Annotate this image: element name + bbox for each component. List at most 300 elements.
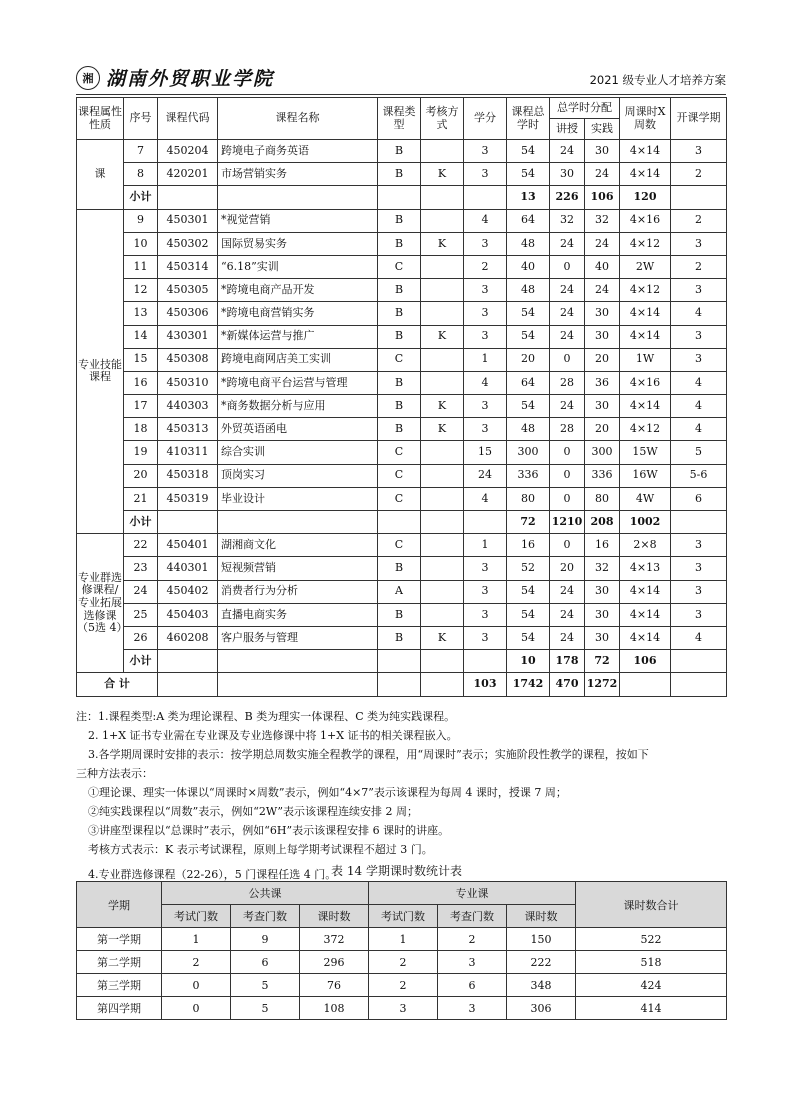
credits: 3 bbox=[464, 395, 507, 418]
empty-cell bbox=[620, 673, 671, 696]
practice-hours: 32 bbox=[585, 209, 620, 232]
header-course-type: 课程类型 bbox=[378, 98, 421, 140]
total-lecture: 470 bbox=[550, 673, 585, 696]
assessment bbox=[421, 302, 464, 325]
semester: 3 bbox=[671, 348, 727, 371]
seq: 15 bbox=[124, 348, 158, 371]
practice-hours: 30 bbox=[585, 302, 620, 325]
course-name: *跨境电商平台运营与管理 bbox=[218, 371, 378, 394]
empty-cell bbox=[378, 511, 421, 534]
practice-hours: 30 bbox=[585, 325, 620, 348]
credits: 3 bbox=[464, 232, 507, 255]
major-check-count: 2 bbox=[438, 928, 507, 951]
course-code: 420201 bbox=[158, 163, 218, 186]
weekly-hours: 4×14 bbox=[620, 140, 671, 163]
total-hours: 20 bbox=[507, 348, 550, 371]
course-code: 450319 bbox=[158, 487, 218, 510]
assessment: K bbox=[421, 626, 464, 649]
empty-cell bbox=[421, 511, 464, 534]
empty-cell bbox=[158, 511, 218, 534]
assessment: K bbox=[421, 232, 464, 255]
document-title: 2021 级专业人才培养方案 bbox=[589, 73, 726, 87]
course-type: C bbox=[378, 464, 421, 487]
practice-hours: 32 bbox=[585, 557, 620, 580]
semester: 3 bbox=[671, 279, 727, 302]
major-hours: 222 bbox=[507, 951, 576, 974]
course-name: *跨境电商营销实务 bbox=[218, 302, 378, 325]
header-weekly-hours: 周课时X 周数 bbox=[620, 98, 671, 140]
seq: 26 bbox=[124, 626, 158, 649]
assessment: K bbox=[421, 418, 464, 441]
table-row bbox=[77, 580, 727, 603]
course-name: 毕业设计 bbox=[218, 487, 378, 510]
major-check-count: 6 bbox=[438, 974, 507, 997]
assessment bbox=[421, 279, 464, 302]
practice-hours: 80 bbox=[585, 487, 620, 510]
public-check-count: 6 bbox=[231, 951, 300, 974]
note-line: 3.各学期周课时安排的表示：按学期总周数实施全程教学的课程，用“周课时”表示；实施阶段性教学的课程，按如下 bbox=[88, 748, 649, 761]
subtotal-row bbox=[77, 511, 727, 534]
weekly-hours: 4×14 bbox=[620, 302, 671, 325]
course-code: 450302 bbox=[158, 232, 218, 255]
semester: 4 bbox=[671, 302, 727, 325]
lecture-hours: 0 bbox=[550, 534, 585, 557]
major-hours: 348 bbox=[507, 974, 576, 997]
total-hours: 54 bbox=[507, 302, 550, 325]
empty-cell bbox=[158, 673, 218, 696]
total-hours: 48 bbox=[507, 418, 550, 441]
seq: 13 bbox=[124, 302, 158, 325]
credits: 4 bbox=[464, 371, 507, 394]
public-exam-count: 1 bbox=[162, 928, 231, 951]
total-hours: 54 bbox=[507, 580, 550, 603]
total-hours: 64 bbox=[507, 371, 550, 394]
course-code: 430301 bbox=[158, 325, 218, 348]
weekly-hours: 4×14 bbox=[620, 603, 671, 626]
course-type: C bbox=[378, 534, 421, 557]
school-seal-icon: 湘 bbox=[76, 66, 100, 90]
course-type: B bbox=[378, 371, 421, 394]
header-course-code: 课程代码 bbox=[158, 98, 218, 140]
header-total-hours: 课程总学时 bbox=[507, 98, 550, 140]
course-name: 国际贸易实务 bbox=[218, 232, 378, 255]
assessment bbox=[421, 255, 464, 278]
course-type: B bbox=[378, 603, 421, 626]
subtotal-row bbox=[77, 650, 727, 673]
term: 第一学期 bbox=[77, 928, 162, 951]
subtotal-credits: 72 bbox=[507, 511, 550, 534]
total-hours: 54 bbox=[507, 603, 550, 626]
header-term: 学期 bbox=[77, 882, 162, 928]
header-public: 公共课 bbox=[162, 882, 369, 905]
lecture-hours: 24 bbox=[550, 580, 585, 603]
credits: 15 bbox=[464, 441, 507, 464]
semester: 6 bbox=[671, 487, 727, 510]
assessment bbox=[421, 464, 464, 487]
seq: 23 bbox=[124, 557, 158, 580]
assessment bbox=[421, 441, 464, 464]
practice-hours: 300 bbox=[585, 441, 620, 464]
lecture-hours: 0 bbox=[550, 441, 585, 464]
course-code: 450314 bbox=[158, 255, 218, 278]
weekly-hours: 1W bbox=[620, 348, 671, 371]
weekly-hours: 4×14 bbox=[620, 395, 671, 418]
seq: 24 bbox=[124, 580, 158, 603]
semester: 5 bbox=[671, 441, 727, 464]
lecture-hours: 28 bbox=[550, 371, 585, 394]
course-code: 450402 bbox=[158, 580, 218, 603]
semester: 5-6 bbox=[671, 464, 727, 487]
course-code: 450318 bbox=[158, 464, 218, 487]
note-line: 三种方法表示： bbox=[76, 767, 153, 780]
practice-hours: 30 bbox=[585, 580, 620, 603]
table-row bbox=[77, 371, 727, 394]
weekly-hours: 4×14 bbox=[620, 580, 671, 603]
course-code: 410311 bbox=[158, 441, 218, 464]
sub-header: 课时数 bbox=[300, 905, 369, 928]
subtotal-credits: 10 bbox=[507, 650, 550, 673]
course-type: A bbox=[378, 580, 421, 603]
practice-hours: 30 bbox=[585, 603, 620, 626]
lecture-hours: 24 bbox=[550, 626, 585, 649]
subtotal-lecture: 72 bbox=[585, 650, 620, 673]
assessment bbox=[421, 603, 464, 626]
empty-cell bbox=[421, 186, 464, 209]
seq: 22 bbox=[124, 534, 158, 557]
table-row bbox=[77, 348, 727, 371]
note-line: ②纯实践课程以“周数”表示，例如“2W”表示该课程连续安排 2 周； bbox=[88, 805, 418, 818]
sub-header: 考试门数 bbox=[369, 905, 438, 928]
course-table bbox=[76, 97, 727, 697]
assessment bbox=[421, 580, 464, 603]
course-code: 460208 bbox=[158, 626, 218, 649]
credits: 3 bbox=[464, 279, 507, 302]
header-lecture: 讲授 bbox=[550, 119, 585, 140]
semester: 3 bbox=[671, 325, 727, 348]
header-hour-allocation: 总学时分配 bbox=[550, 98, 620, 119]
total-hours: 54 bbox=[507, 163, 550, 186]
weekly-hours: 15W bbox=[620, 441, 671, 464]
public-hours: 108 bbox=[300, 997, 369, 1020]
group-label: 专业群选修课程/专业拓展选修课（5选 4） bbox=[77, 534, 124, 673]
course-name: *商务数据分析与应用 bbox=[218, 395, 378, 418]
weekly-hours: 4×16 bbox=[620, 371, 671, 394]
table-row bbox=[77, 279, 727, 302]
subtotal-label: 小计 bbox=[124, 511, 158, 534]
table-row bbox=[77, 557, 727, 580]
semester: 4 bbox=[671, 395, 727, 418]
empty-cell bbox=[671, 650, 727, 673]
credits: 3 bbox=[464, 626, 507, 649]
seq: 9 bbox=[124, 209, 158, 232]
header-group-label: 课程属性性质 bbox=[77, 98, 124, 140]
course-code: 450301 bbox=[158, 209, 218, 232]
table-row bbox=[77, 603, 727, 626]
lecture-hours: 24 bbox=[550, 325, 585, 348]
total-credits: 103 bbox=[464, 673, 507, 696]
lecture-hours: 20 bbox=[550, 557, 585, 580]
course-code: 450313 bbox=[158, 418, 218, 441]
major-exam-count: 3 bbox=[369, 997, 438, 1020]
semester: 4 bbox=[671, 626, 727, 649]
practice-hours: 30 bbox=[585, 626, 620, 649]
public-hours: 372 bbox=[300, 928, 369, 951]
lecture-hours: 24 bbox=[550, 279, 585, 302]
practice-hours: 336 bbox=[585, 464, 620, 487]
lecture-hours: 24 bbox=[550, 302, 585, 325]
major-check-count: 3 bbox=[438, 951, 507, 974]
term: 第二学期 bbox=[77, 951, 162, 974]
seq: 16 bbox=[124, 371, 158, 394]
page-header bbox=[76, 62, 726, 94]
course-name: *跨境电商产品开发 bbox=[218, 279, 378, 302]
semester: 3 bbox=[671, 557, 727, 580]
major-hours: 306 bbox=[507, 997, 576, 1020]
total-hours: 80 bbox=[507, 487, 550, 510]
empty-cell bbox=[671, 673, 727, 696]
weekly-hours: 4×12 bbox=[620, 418, 671, 441]
table-row bbox=[77, 209, 727, 232]
empty-cell bbox=[218, 186, 378, 209]
subtotal-lecture: 208 bbox=[585, 511, 620, 534]
lecture-hours: 24 bbox=[550, 232, 585, 255]
sub-header: 课时数 bbox=[507, 905, 576, 928]
total-hours: 300 bbox=[507, 441, 550, 464]
course-name: 外贸英语函电 bbox=[218, 418, 378, 441]
semester: 2 bbox=[671, 255, 727, 278]
group-label: 专业技能课程 bbox=[77, 209, 124, 534]
public-check-count: 5 bbox=[231, 974, 300, 997]
course-name: 市场营销实务 bbox=[218, 163, 378, 186]
credits: 3 bbox=[464, 418, 507, 441]
assessment bbox=[421, 534, 464, 557]
course-type: B bbox=[378, 557, 421, 580]
major-exam-count: 1 bbox=[369, 928, 438, 951]
total-row bbox=[77, 673, 727, 696]
empty-cell bbox=[378, 673, 421, 696]
course-code: 450403 bbox=[158, 603, 218, 626]
semester: 2 bbox=[671, 209, 727, 232]
table-row bbox=[77, 464, 727, 487]
practice-hours: 24 bbox=[585, 163, 620, 186]
sub-header: 考查门数 bbox=[231, 905, 300, 928]
course-type: B bbox=[378, 302, 421, 325]
credits: 3 bbox=[464, 580, 507, 603]
empty-cell bbox=[464, 650, 507, 673]
header-row bbox=[77, 98, 727, 119]
empty-cell bbox=[158, 186, 218, 209]
course-type: C bbox=[378, 348, 421, 371]
table-row bbox=[77, 302, 727, 325]
header-major: 专业课 bbox=[369, 882, 576, 905]
header-total-hours: 课时数合计 bbox=[576, 882, 727, 928]
public-hours: 76 bbox=[300, 974, 369, 997]
course-code: 450306 bbox=[158, 302, 218, 325]
semester: 2 bbox=[671, 163, 727, 186]
seq: 11 bbox=[124, 255, 158, 278]
lecture-hours: 0 bbox=[550, 464, 585, 487]
weekly-hours: 4×14 bbox=[620, 163, 671, 186]
total-hours: 54 bbox=[507, 140, 550, 163]
major-check-count: 3 bbox=[438, 997, 507, 1020]
term: 第四学期 bbox=[77, 997, 162, 1020]
seq: 19 bbox=[124, 441, 158, 464]
header-practice: 实践 bbox=[585, 119, 620, 140]
practice-hours: 20 bbox=[585, 418, 620, 441]
note-line: ③讲座型课程以“总课时”表示，例如“6H”表示该课程安排 6 课时的讲座。 bbox=[88, 824, 450, 837]
weekly-hours: 16W bbox=[620, 464, 671, 487]
course-type: B bbox=[378, 232, 421, 255]
header-assessment: 考核方式 bbox=[421, 98, 464, 140]
seq: 14 bbox=[124, 325, 158, 348]
table-notes bbox=[76, 707, 736, 884]
credits: 3 bbox=[464, 140, 507, 163]
course-code: 450310 bbox=[158, 371, 218, 394]
total-hours: 1742 bbox=[507, 673, 550, 696]
credits: 1 bbox=[464, 348, 507, 371]
empty-cell bbox=[421, 673, 464, 696]
school-name: 湖南外贸职业学院 bbox=[106, 68, 275, 90]
subtotal-practice: 1002 bbox=[620, 511, 671, 534]
course-type: B bbox=[378, 279, 421, 302]
lecture-hours: 24 bbox=[550, 140, 585, 163]
total-hours: 48 bbox=[507, 232, 550, 255]
credits: 3 bbox=[464, 603, 507, 626]
table14-caption: 表 14 学期课时数统计表 bbox=[331, 864, 462, 878]
semester-hours-table bbox=[76, 881, 727, 1020]
total-label: 合 计 bbox=[77, 673, 158, 696]
total-hours: 336 bbox=[507, 464, 550, 487]
subtotal-hours: 226 bbox=[550, 186, 585, 209]
public-check-count: 9 bbox=[231, 928, 300, 951]
school-logo bbox=[76, 64, 274, 91]
weekly-hours: 2×8 bbox=[620, 534, 671, 557]
weekly-hours: 4×12 bbox=[620, 279, 671, 302]
lecture-hours: 0 bbox=[550, 348, 585, 371]
weekly-hours: 4×13 bbox=[620, 557, 671, 580]
empty-cell bbox=[218, 650, 378, 673]
total-hours: 64 bbox=[507, 209, 550, 232]
course-code: 450401 bbox=[158, 534, 218, 557]
seq: 25 bbox=[124, 603, 158, 626]
course-type: B bbox=[378, 325, 421, 348]
table-row bbox=[77, 487, 727, 510]
weekly-hours: 4×16 bbox=[620, 209, 671, 232]
sub-header: 考试门数 bbox=[162, 905, 231, 928]
subtotal-hours: 178 bbox=[550, 650, 585, 673]
course-name: 湖湘商文化 bbox=[218, 534, 378, 557]
empty-cell bbox=[218, 511, 378, 534]
major-exam-count: 2 bbox=[369, 951, 438, 974]
subtotal-hours: 1210 bbox=[550, 511, 585, 534]
course-code: 440303 bbox=[158, 395, 218, 418]
total-hours: 518 bbox=[576, 951, 727, 974]
table-row bbox=[77, 395, 727, 418]
assessment: K bbox=[421, 163, 464, 186]
semester: 4 bbox=[671, 371, 727, 394]
course-type: B bbox=[378, 163, 421, 186]
header-seq: 序号 bbox=[124, 98, 158, 140]
total-practice: 1272 bbox=[585, 673, 620, 696]
practice-hours: 30 bbox=[585, 395, 620, 418]
public-hours: 296 bbox=[300, 951, 369, 974]
empty-cell bbox=[671, 511, 727, 534]
lecture-hours: 0 bbox=[550, 255, 585, 278]
empty-cell bbox=[378, 650, 421, 673]
header-rule bbox=[76, 94, 726, 95]
subtotal-label: 小计 bbox=[124, 650, 158, 673]
lecture-hours: 24 bbox=[550, 395, 585, 418]
subtotal-row bbox=[77, 186, 727, 209]
seq: 8 bbox=[124, 163, 158, 186]
credits: 2 bbox=[464, 255, 507, 278]
course-type: B bbox=[378, 626, 421, 649]
sub-header: 考查门数 bbox=[438, 905, 507, 928]
practice-hours: 24 bbox=[585, 279, 620, 302]
empty-cell bbox=[218, 673, 378, 696]
practice-hours: 30 bbox=[585, 140, 620, 163]
lecture-hours: 24 bbox=[550, 603, 585, 626]
table-row bbox=[77, 928, 727, 951]
table-row bbox=[77, 325, 727, 348]
course-code: 450308 bbox=[158, 348, 218, 371]
semester: 3 bbox=[671, 140, 727, 163]
weekly-hours: 4W bbox=[620, 487, 671, 510]
note-line: ①理论课、理实一体课以“周课时×周数”表示，例如“4×7”表示该课程为每周 4 课时，授课 7 周； bbox=[88, 786, 567, 799]
practice-hours: 40 bbox=[585, 255, 620, 278]
course-name: 短视频营销 bbox=[218, 557, 378, 580]
empty-cell bbox=[158, 650, 218, 673]
public-exam-count: 2 bbox=[162, 951, 231, 974]
seq: 20 bbox=[124, 464, 158, 487]
weekly-hours: 4×14 bbox=[620, 325, 671, 348]
table-row bbox=[77, 441, 727, 464]
course-name: 消费者行为分析 bbox=[218, 580, 378, 603]
seq: 17 bbox=[124, 395, 158, 418]
table-row bbox=[77, 232, 727, 255]
empty-cell bbox=[671, 186, 727, 209]
subtotal-lecture: 106 bbox=[585, 186, 620, 209]
total-hours: 522 bbox=[576, 928, 727, 951]
assessment bbox=[421, 487, 464, 510]
credits: 1 bbox=[464, 534, 507, 557]
course-name: 直播电商实务 bbox=[218, 603, 378, 626]
seq: 21 bbox=[124, 487, 158, 510]
course-type: C bbox=[378, 255, 421, 278]
empty-cell bbox=[421, 650, 464, 673]
major-exam-count: 2 bbox=[369, 974, 438, 997]
course-code: 450305 bbox=[158, 279, 218, 302]
course-name: 顶岗实习 bbox=[218, 464, 378, 487]
total-hours: 54 bbox=[507, 395, 550, 418]
total-hours: 54 bbox=[507, 325, 550, 348]
note-line: 4.专业群选修课程（22-26），5 门课程任选 4 门。 bbox=[88, 868, 337, 881]
semester: 3 bbox=[671, 580, 727, 603]
lecture-hours: 0 bbox=[550, 487, 585, 510]
credits: 3 bbox=[464, 163, 507, 186]
semester: 4 bbox=[671, 418, 727, 441]
seq: 12 bbox=[124, 279, 158, 302]
weekly-hours: 4×12 bbox=[620, 232, 671, 255]
table-row bbox=[77, 974, 727, 997]
table-row bbox=[77, 418, 727, 441]
assessment bbox=[421, 371, 464, 394]
header-semester: 开课学期 bbox=[671, 98, 727, 140]
credits: 3 bbox=[464, 325, 507, 348]
group-label: 课 bbox=[77, 140, 124, 210]
course-name: 综合实训 bbox=[218, 441, 378, 464]
total-hours: 54 bbox=[507, 626, 550, 649]
